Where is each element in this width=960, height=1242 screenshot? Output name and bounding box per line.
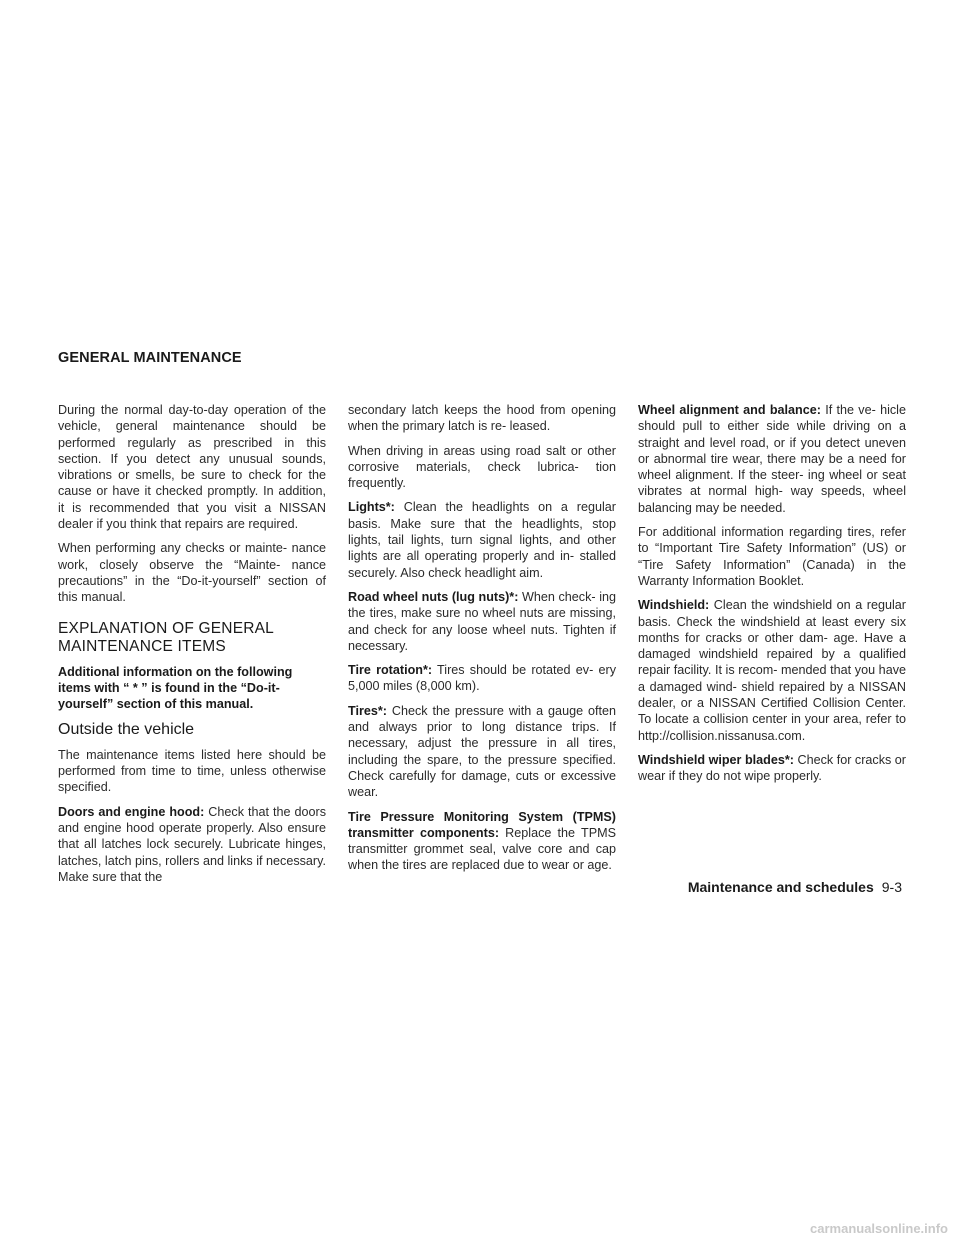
page-footer xyxy=(688,879,902,895)
tire-info-paragraph: For additional information regarding tires, refer to “Important Tire Safety Information” (US) or “Tire Safety Information” (Canada) in the Warranty Information Booklet. xyxy=(638,525,906,588)
column-3 xyxy=(638,402,906,793)
windshield-label: Windshield: xyxy=(638,598,710,613)
doors-text: Check that the doors and engine hood operate properly. Also ensure that all latches lock securely. Lubricate hinges, latches, latch pins, rollers and links if necessary. Make sure that the xyxy=(58,804,326,884)
doors-label: Doors and engine hood: xyxy=(58,804,205,819)
lights-text: Clean the headlights on a regular basis. Make sure that the headlights, stop lights, tail lights, turn signal lights, and other lights are all operating properly and in- stalled securely. Also check headlight aim. xyxy=(348,500,616,580)
precautions-paragraph: When performing any checks or mainte- nance work, closely observe the “Mainte- nance precautions” in the “Do-it-yourself” section of this manual. xyxy=(58,541,326,605)
wheel-nuts-label: Road wheel nuts (lug nuts)*: xyxy=(348,589,519,604)
alignment-text: If the ve- hicle should pull to either side while driving on a straight and level road, or if you detect uneven or abnormal tire wear, there may be a need for wheel alignment. If the steer- ing wheel or seat vibrates at normal high- way speeds, wheel balancing may be needed. xyxy=(638,403,906,515)
explanation-heading-line1: EXPLANATION OF GENERAL xyxy=(58,619,274,637)
column-1 xyxy=(58,402,326,893)
windshield-paragraph xyxy=(638,597,906,744)
tpms-paragraph xyxy=(348,809,616,874)
doors-paragraph xyxy=(58,804,326,885)
tires-label: Tires*: xyxy=(348,703,387,718)
alignment-label: Wheel alignment and balance: xyxy=(638,403,821,417)
tires-text: Check the pressure with a gauge often and always prior to long distance trips. If necessary, adjust the pressure in all tires, including the spare, to the pressure specified. Check carefully for damage, cuts or excessive wear. xyxy=(348,703,616,800)
lights-paragraph xyxy=(348,499,616,580)
tires-paragraph xyxy=(348,703,616,801)
lights-label: Lights*: xyxy=(348,500,395,515)
latch-paragraph: secondary latch keeps the hood from opening when the primary latch is re- leased. xyxy=(348,403,616,434)
alignment-paragraph xyxy=(638,402,906,516)
watermark: carmanualsonline.info xyxy=(810,1221,948,1236)
wiper-text: Check for cracks or wear if they do not wipe properly. xyxy=(638,752,906,784)
tire-rotation-label: Tire rotation*: xyxy=(348,663,433,678)
tpms-label: Tire Pressure Monitoring System (TPMS) transmitter components: xyxy=(348,809,616,840)
section-title: GENERAL MAINTENANCE xyxy=(58,350,242,366)
wiper-label: Windshield wiper blades*: xyxy=(638,752,794,767)
tire-rotation-paragraph xyxy=(348,662,616,695)
asterisk-note: Additional information on the following items with “ * ” is found in the “Do-it- yourself” section of this manual. xyxy=(58,664,293,712)
footer-section-name: Maintenance and schedules xyxy=(687,879,874,895)
explanation-heading xyxy=(58,620,326,656)
outside-intro-paragraph: The maintenance items listed here should be performed from time to time, unless otherwise specified. xyxy=(58,747,326,795)
page-number: 9-3 xyxy=(881,879,902,895)
wheel-nuts-text: When check- ing the tires, make sure no wheel nuts are missing, and check for any loose wheel nuts. Tighten if necessary. xyxy=(348,589,616,653)
windshield-text: Clean the windshield on a regular basis. Check the windshield at least every six months for cracks or other dam- age. Have a damaged windshield repaired by a qualified repair facility. It is recom- mended that you have a damaged wind- shield repaired by a NISSAN dealer, or a NISSAN Certified Collision Center. To locate a collision center in your area, refer to http://collision.nissanusa.com. xyxy=(638,598,906,743)
outside-vehicle-heading: Outside the vehicle xyxy=(58,721,195,739)
tpms-text: Replace the TPMS transmitter grommet seal, valve core and cap when the tires are replaced due to wear or age. xyxy=(348,825,616,873)
tire-rotation-text: Tires should be rotated ev- ery 5,000 miles (8,000 km). xyxy=(348,663,616,694)
wiper-paragraph xyxy=(638,752,906,785)
wheel-nuts-paragraph xyxy=(348,589,616,654)
road-salt-paragraph: When driving in areas using road salt or other corrosive materials, check lubrica- tion frequently. xyxy=(348,443,616,491)
column-2 xyxy=(348,402,616,882)
explanation-heading-line2: MAINTENANCE ITEMS xyxy=(58,637,226,655)
intro-paragraph: During the normal day-to-day operation of the vehicle, general maintenance should be performed regularly as prescribed in this section. If you detect any unusual sounds, vibrations or smells, be sure to check for the cause or have it checked promptly. In addition, it is recommended that you visit a NISSAN dealer if you think that repairs are required. xyxy=(58,403,326,532)
